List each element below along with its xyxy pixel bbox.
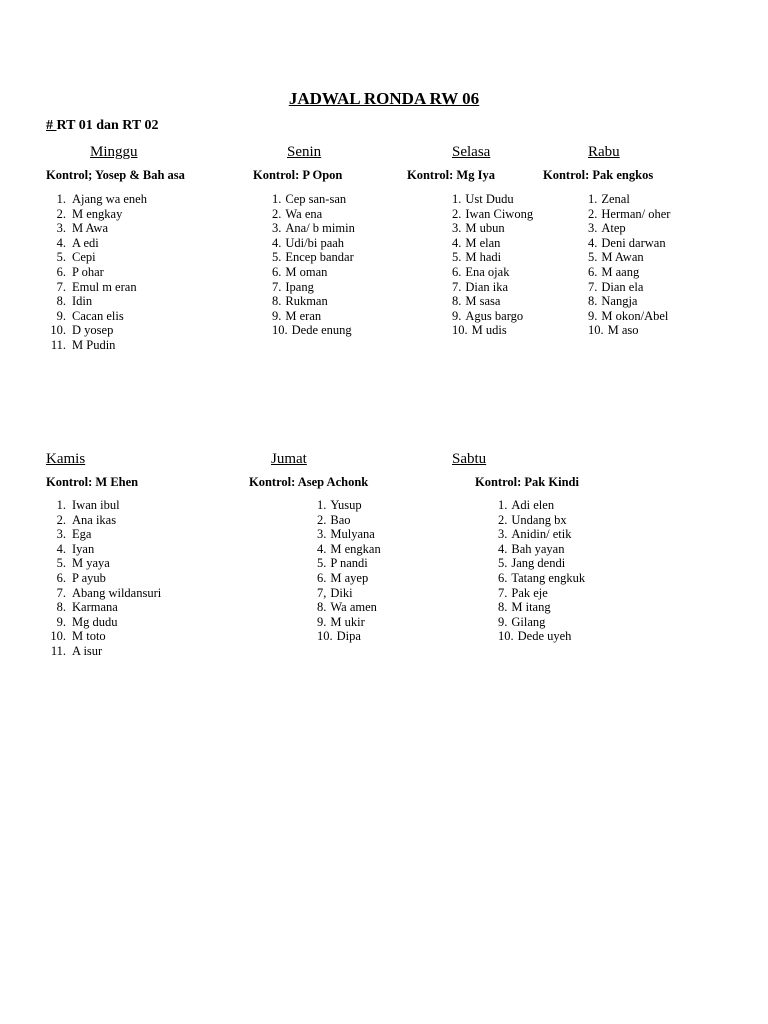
list-item: [46, 527, 161, 542]
list-item: [272, 192, 355, 207]
list-item: [452, 280, 533, 295]
item-number: 9.: [317, 614, 327, 629]
member-name: Ipang: [285, 279, 314, 294]
list-item: [498, 571, 585, 586]
rt-label: RT 01 dan RT 02: [56, 118, 159, 133]
item-number: 4.: [317, 541, 327, 556]
list-item: [452, 221, 533, 236]
item-number: 10.: [498, 629, 514, 644]
item-number: 5.: [317, 556, 327, 571]
member-name: Agus bargo: [465, 308, 524, 323]
member-name: D yosep: [72, 323, 114, 338]
item-number: 1.: [56, 498, 66, 512]
list-item: [46, 629, 161, 644]
day-heading-kamis: Kamis: [46, 451, 86, 467]
rt-subtitle: [46, 118, 158, 134]
kontrol-senin: Kontrol: P Opon: [253, 168, 343, 182]
item-number: 6.: [272, 264, 282, 279]
item-number: 4.: [588, 235, 598, 250]
list-item: [498, 629, 585, 644]
list-item: [452, 250, 533, 265]
day-heading-selasa: Selasa: [452, 144, 491, 160]
item-number: 3.: [272, 221, 282, 236]
item-number: 4.: [498, 541, 508, 556]
list-item: [46, 236, 147, 251]
member-name: A isur: [72, 643, 103, 658]
member-name: M Pudin: [72, 337, 116, 352]
item-number: 10.: [50, 629, 66, 644]
member-name: Nangja: [601, 294, 638, 309]
member-name: Cep san-san: [285, 192, 347, 206]
list-item: [272, 236, 355, 251]
member-name: Pak eje: [511, 585, 548, 600]
member-name: Karmana: [72, 600, 118, 615]
list-item: [452, 207, 533, 222]
member-name: Atep: [601, 221, 626, 236]
item-number: 2.: [498, 512, 508, 527]
list-item: [498, 542, 585, 557]
member-name: M elan: [465, 235, 501, 250]
item-number: 7.: [56, 279, 66, 294]
list-item: [588, 236, 670, 251]
hash-mark: #: [46, 118, 53, 133]
list-item: [46, 498, 161, 513]
member-name: Wa ena: [285, 206, 323, 221]
list-item: [452, 192, 533, 207]
list-item: [272, 221, 355, 236]
member-name: A edi: [72, 235, 99, 250]
kontrol-minggu: Kontrol; Yosep & Bah asa: [46, 168, 185, 182]
kontrol-selasa: Kontrol: Mg Iya: [407, 168, 495, 182]
list-item: [46, 309, 147, 324]
item-number: 3.: [498, 527, 508, 542]
item-number: 10.: [452, 323, 468, 338]
list-item: [46, 586, 161, 601]
list-item: [317, 498, 381, 513]
item-number: 9.: [588, 308, 598, 323]
member-name: Ena ojak: [465, 264, 510, 279]
member-name: Gilang: [511, 614, 546, 629]
list-item: [498, 615, 585, 630]
member-name: M toto: [72, 629, 106, 644]
member-name: P nandi: [330, 556, 368, 571]
list-item: [46, 294, 147, 309]
item-number: 9.: [272, 308, 282, 323]
list-item: [46, 542, 161, 557]
list-item: [588, 221, 670, 236]
member-name: Dede uyeh: [517, 629, 572, 644]
item-number: 1.: [588, 192, 598, 206]
item-number: 8.: [317, 600, 327, 615]
member-name: Dian ela: [601, 279, 644, 294]
item-number: 9.: [56, 308, 66, 323]
member-name: Encep bandar: [285, 250, 354, 265]
member-name: Ajang wa eneh: [72, 192, 147, 206]
item-number: 8.: [452, 294, 462, 309]
member-name: Cacan elis: [72, 308, 124, 323]
list-item: [452, 294, 533, 309]
list-item: [317, 586, 381, 601]
list-item: [498, 556, 585, 571]
list-item: [317, 629, 381, 644]
day-heading-rabu: Rabu: [588, 144, 620, 160]
member-name: M ukir: [330, 614, 365, 629]
member-name: Ust Dudu: [465, 192, 514, 206]
member-list-senin: [272, 192, 355, 338]
list-item: [452, 309, 533, 324]
member-name: M ubun: [465, 221, 505, 236]
member-name: Udi/bi paah: [285, 235, 345, 250]
member-name: M Awa: [72, 221, 109, 236]
item-number: 1.: [317, 498, 327, 512]
list-item: [498, 586, 585, 601]
list-item: [272, 294, 355, 309]
item-number: 5.: [56, 556, 66, 571]
list-item: [498, 527, 585, 542]
kontrol-sabtu: Kontrol: Pak Kindi: [475, 475, 579, 489]
item-number: 2.: [317, 512, 327, 527]
list-item: [498, 498, 585, 513]
item-number: 4.: [272, 235, 282, 250]
list-item: [272, 250, 355, 265]
member-name: Zenal: [601, 192, 630, 206]
member-name: Iyan: [72, 541, 95, 556]
member-name: Anidin/ etik: [511, 527, 572, 542]
item-number: 2.: [56, 206, 66, 221]
member-name: M Awan: [601, 250, 644, 265]
member-name: P ohar: [72, 264, 104, 279]
item-number: 7.: [588, 279, 598, 294]
member-name: Cepi: [72, 250, 96, 265]
member-name: Yusup: [330, 498, 362, 512]
member-name: Jang dendi: [511, 556, 566, 571]
list-item: [272, 265, 355, 280]
item-number: 4.: [56, 541, 66, 556]
list-item: [498, 600, 585, 615]
list-item: [46, 207, 147, 222]
list-item: [46, 644, 161, 659]
list-item: [452, 323, 533, 338]
list-item: [588, 280, 670, 295]
kontrol-jumat: Kontrol: Asep Achonk: [249, 475, 369, 489]
list-item: [452, 236, 533, 251]
list-item: [498, 513, 585, 528]
item-number: 3.: [588, 221, 598, 236]
member-list-jumat: [317, 498, 381, 644]
member-name: Deni darwan: [601, 235, 666, 250]
item-number: 6.: [588, 264, 598, 279]
list-item: [317, 542, 381, 557]
item-number: 3.: [452, 221, 462, 236]
member-list-selasa: [452, 192, 533, 338]
member-name: Ana/ b mimin: [285, 221, 355, 236]
item-number: 6.: [56, 570, 66, 585]
member-name: M ayep: [330, 570, 369, 585]
list-item: [317, 615, 381, 630]
item-number: 5.: [498, 556, 508, 571]
item-number: 11.: [50, 643, 66, 658]
list-item: [46, 556, 161, 571]
member-list-kamis: [46, 498, 161, 659]
list-item: [272, 323, 355, 338]
item-number: 7.: [272, 279, 282, 294]
kontrol-rabu: Kontrol: Pak engkos: [543, 168, 654, 182]
list-item: [588, 250, 670, 265]
item-number: 3.: [56, 527, 66, 542]
list-item: [317, 513, 381, 528]
item-number: 6.: [452, 264, 462, 279]
item-number: 8.: [272, 294, 282, 309]
list-item: [317, 556, 381, 571]
list-item: [46, 338, 147, 353]
day-heading-jumat: Jumat: [271, 451, 307, 467]
member-name: Tatang engkuk: [511, 570, 586, 585]
item-number: 9.: [452, 308, 462, 323]
list-item: [46, 571, 161, 586]
item-number: 10.: [317, 629, 333, 644]
member-name: Emul m eran: [72, 279, 137, 294]
page-title: JADWAL RONDA RW 06: [288, 89, 480, 108]
list-item: [46, 280, 147, 295]
member-name: Idin: [72, 294, 93, 309]
item-number: 1.: [452, 192, 462, 206]
member-name: M hadi: [465, 250, 502, 265]
member-name: Herman/ oher: [601, 206, 671, 221]
member-list-sabtu: [498, 498, 585, 644]
member-name: M aang: [601, 264, 640, 279]
list-item: [588, 192, 670, 207]
list-item: [46, 615, 161, 630]
member-name: Iwan Ciwong: [465, 206, 534, 221]
member-name: M engkan: [330, 541, 381, 556]
item-number: 8.: [498, 600, 508, 615]
list-item: [272, 309, 355, 324]
member-name: Undang bx: [511, 512, 567, 527]
item-number: 10.: [588, 323, 604, 338]
member-name: M aso: [607, 323, 639, 338]
list-item: [588, 207, 670, 222]
item-number: 5.: [452, 250, 462, 265]
item-number: 3.: [56, 221, 66, 236]
member-name: M okon/Abel: [601, 308, 669, 323]
member-name: Bao: [330, 512, 351, 527]
day-heading-senin: Senin: [287, 144, 322, 160]
member-name: Dian ika: [465, 279, 509, 294]
member-name: P ayub: [72, 570, 106, 585]
list-item: [46, 323, 147, 338]
kontrol-kamis: Kontrol: M Ehen: [46, 475, 139, 489]
item-number: 1.: [272, 192, 282, 206]
member-list-rabu: [588, 192, 670, 338]
item-number: 7.: [452, 279, 462, 294]
list-item: [272, 280, 355, 295]
list-item: [588, 309, 670, 324]
item-number: 10.: [50, 323, 66, 338]
item-number: 5.: [588, 250, 598, 265]
list-item: [272, 207, 355, 222]
member-name: Diki: [330, 585, 353, 600]
list-item: [46, 192, 147, 207]
item-number: 9.: [498, 614, 508, 629]
item-number: 7,: [317, 585, 327, 600]
member-name: Rukman: [285, 294, 328, 309]
member-name: Iwan ibul: [72, 498, 120, 512]
member-name: Mulyana: [330, 527, 375, 542]
member-list-minggu: [46, 192, 147, 353]
item-number: 8.: [588, 294, 598, 309]
list-item: [46, 513, 161, 528]
list-item: [46, 265, 147, 280]
member-name: Ega: [72, 527, 92, 542]
item-number: 3.: [317, 527, 327, 542]
list-item: [588, 265, 670, 280]
member-name: M eran: [285, 308, 322, 323]
member-name: M engkay: [72, 206, 123, 221]
member-name: Dede enung: [291, 323, 352, 338]
item-number: 4.: [452, 235, 462, 250]
list-item: [317, 527, 381, 542]
item-number: 7.: [498, 585, 508, 600]
list-item: [317, 571, 381, 586]
item-number: 5.: [272, 250, 282, 265]
member-name: M udis: [471, 323, 507, 338]
item-number: 1.: [498, 498, 508, 512]
item-number: 8.: [56, 294, 66, 309]
list-item: [317, 600, 381, 615]
list-item: [588, 323, 670, 338]
item-number: 5.: [56, 250, 66, 265]
member-name: M sasa: [465, 294, 501, 309]
list-item: [452, 265, 533, 280]
item-number: 7.: [56, 585, 66, 600]
member-name: Dipa: [336, 629, 361, 644]
member-name: M oman: [285, 264, 328, 279]
member-name: M yaya: [72, 556, 110, 571]
item-number: 6.: [317, 570, 327, 585]
member-name: Bah yayan: [511, 541, 565, 556]
item-number: 10.: [272, 323, 288, 338]
member-name: Ana ikas: [72, 512, 117, 527]
member-name: Wa amen: [330, 600, 377, 615]
day-heading-sabtu: Sabtu: [452, 451, 487, 467]
item-number: 1.: [56, 192, 66, 206]
member-name: Abang wildansuri: [72, 585, 162, 600]
day-heading-minggu: Minggu: [90, 144, 138, 160]
member-name: Mg dudu: [72, 614, 118, 629]
item-number: 2.: [452, 206, 462, 221]
item-number: 2.: [56, 512, 66, 527]
item-number: 2.: [272, 206, 282, 221]
item-number: 6.: [56, 264, 66, 279]
member-name: M itang: [511, 600, 551, 615]
list-item: [46, 250, 147, 265]
item-number: 8.: [56, 600, 66, 615]
item-number: 6.: [498, 570, 508, 585]
item-number: 9.: [56, 614, 66, 629]
list-item: [46, 221, 147, 236]
list-item: [46, 600, 161, 615]
item-number: 11.: [50, 337, 66, 352]
member-name: Adi elen: [511, 498, 555, 512]
item-number: 2.: [588, 206, 598, 221]
item-number: 4.: [56, 235, 66, 250]
list-item: [588, 294, 670, 309]
